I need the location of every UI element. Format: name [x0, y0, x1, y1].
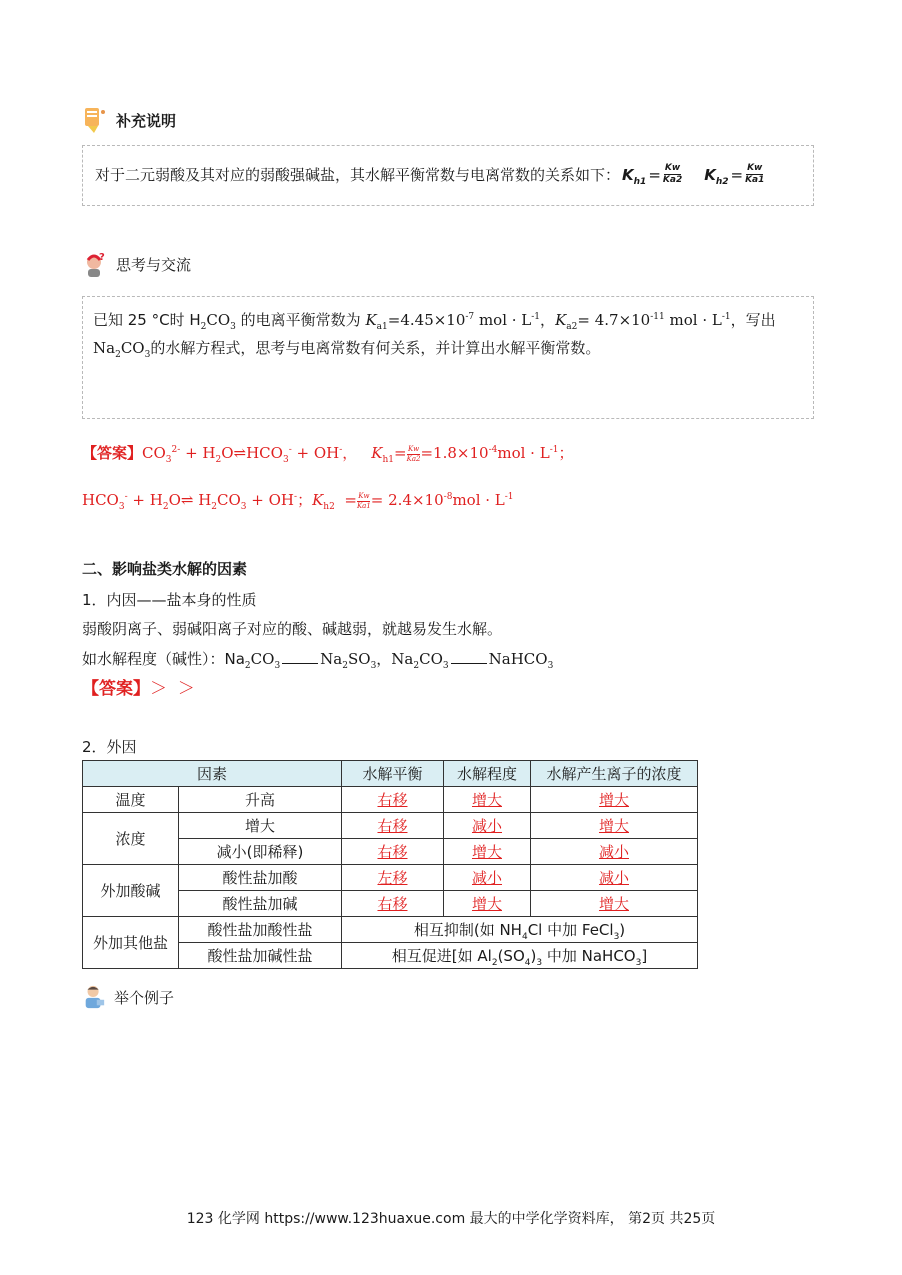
condition-cell: 酸性盐加碱	[179, 891, 342, 917]
header-factor: 因素	[83, 761, 342, 787]
teacher-icon	[82, 984, 106, 1010]
table-row	[83, 917, 698, 943]
think-header	[82, 250, 191, 278]
value-cell: 增大	[444, 891, 531, 917]
condition-cell: 升高	[179, 787, 342, 813]
header-equilibrium: 水解平衡	[342, 761, 444, 787]
section2-p1: 弱酸阴离子、弱碱阳离子对应的酸、碱越弱，就越易发生水解。	[82, 620, 503, 638]
page-footer: 123 化学网 https://www.123huaxue.com 最大的中学化学资料库， 第2页 共25页	[186, 1211, 716, 1227]
group-cell: 外加其他盐	[83, 917, 179, 969]
supplement-box	[82, 145, 814, 206]
equals-sign: =	[730, 165, 744, 184]
condition-cell: 酸性盐加酸性盐	[179, 917, 342, 943]
section2-sub2: 2．外因	[82, 738, 137, 756]
value-cell: 左移	[342, 865, 444, 891]
section2-answer: 【答案】＞ ＞	[82, 679, 195, 699]
section2-heading: 二、影响盐类水解的因素	[82, 560, 248, 578]
group-cell: 外加酸碱	[83, 865, 179, 917]
table-row	[83, 865, 698, 891]
table-row	[83, 787, 698, 813]
example-header	[82, 984, 174, 1010]
condition-cell: 减小(即稀释)	[179, 839, 342, 865]
value-cell: 减小	[444, 813, 531, 839]
kh2-fraction: $\frac{Kw}{Ka1}$	[745, 163, 765, 185]
supplement-header	[82, 106, 176, 134]
value-cell: 增大	[531, 787, 698, 813]
value-cell: 右移	[342, 839, 444, 865]
blank-1[interactable]	[282, 651, 318, 664]
pencil-note-icon	[82, 106, 108, 134]
example-title: 举个例子	[114, 988, 175, 1007]
think-title: 思考与交流	[116, 255, 192, 274]
question-person-icon	[82, 250, 108, 278]
value-cell: 减小	[531, 839, 698, 865]
condition-cell: 酸性盐加酸	[179, 865, 342, 891]
header-ion-concentration: 水解产生离子的浓度	[531, 761, 698, 787]
section2-p2: 如水解程度（碱性）：$Na_2CO_3$ $Na_2SO_3$，$Na_2CO_3$ NaHCO$_3$	[82, 650, 554, 671]
kh1-fraction: $\frac{Kw}{Ka2}$	[662, 163, 683, 185]
merged-note-cell: 相互抑制(如 $NH_4Cl$ 中加 FeCl$_3$)	[342, 917, 698, 943]
header-degree: 水解程度	[444, 761, 531, 787]
value-cell: 增大	[444, 839, 531, 865]
think-box	[82, 296, 814, 419]
merged-note-cell: 相互促进[如 $Al_2(SO_4)_3$ 中加 NaHCO$_3$]	[342, 943, 698, 969]
table-row	[83, 813, 698, 839]
think-line-2: $Na_2CO_3$的水解方程式，思考与电离常数有何关系，并计算出水解平衡常数。	[93, 339, 601, 360]
value-cell: 增大	[531, 891, 698, 917]
think-line-1: 已知 25 °C时 $H_2CO_3$ 的电离平衡常数为 $K_{a1}=4.45\times 10^{-7}$ mol · $L^{-1}$，$K_{a2}= 4.7\times 10^{-11}$ mol · $L^{-1}$，写出	[93, 311, 776, 332]
kh1-answer-fraction: $\frac{Kw}{Ka2}$	[406, 444, 421, 463]
factors-table	[82, 760, 698, 969]
equals-sign: =	[648, 165, 661, 184]
answer-label: 【答案】	[82, 444, 143, 462]
value-cell: 增大	[444, 787, 531, 813]
condition-cell: 增大	[179, 813, 342, 839]
value-cell: 右移	[342, 787, 444, 813]
supplement-text: 对于二元弱酸及其对应的弱酸强碱盐，其水解平衡常数与电离常数的关系如下：	[95, 166, 621, 184]
kh1-symbol: $K_{h1}$	[622, 165, 647, 187]
answer1-line1: 【答案】$CO_3^{2-}$ + $H_2O\rightleftharpoons HCO_3^- + OH^-$， $K_{h1}=$ $\frac{Kw}{Ka2}$ $=1.8\times 10^{-4}mol \cdot L^{-1}$；	[82, 444, 574, 465]
svg-text:?: ?	[99, 252, 105, 263]
blank-2[interactable]	[451, 651, 487, 664]
kh2-answer-fraction: $\frac{Kw}{Ka1}$	[356, 491, 371, 510]
group-cell: 浓度	[83, 813, 179, 865]
value-cell: 减小	[531, 865, 698, 891]
condition-cell: 酸性盐加碱性盐	[179, 943, 342, 969]
section2-sub1: 1．内因——盐本身的性质	[82, 591, 257, 609]
value-cell: 右移	[342, 813, 444, 839]
kh2-symbol: $K_{h2}$	[704, 165, 729, 187]
value-cell: 右移	[342, 891, 444, 917]
group-cell: 温度	[83, 787, 179, 813]
answer1-line2: $HCO_3^-$ + $H_2O\rightleftharpoons$ $H_2CO_3 + OH^-$；$K_{h2}$ = $\frac{Kw}{Ka1}$ = $2.4\times 10^{-8}mol \cdot L^{-1}$	[82, 491, 514, 512]
value-cell: 减小	[444, 865, 531, 891]
value-cell: 增大	[531, 813, 698, 839]
supplement-title: 补充说明	[116, 111, 177, 130]
